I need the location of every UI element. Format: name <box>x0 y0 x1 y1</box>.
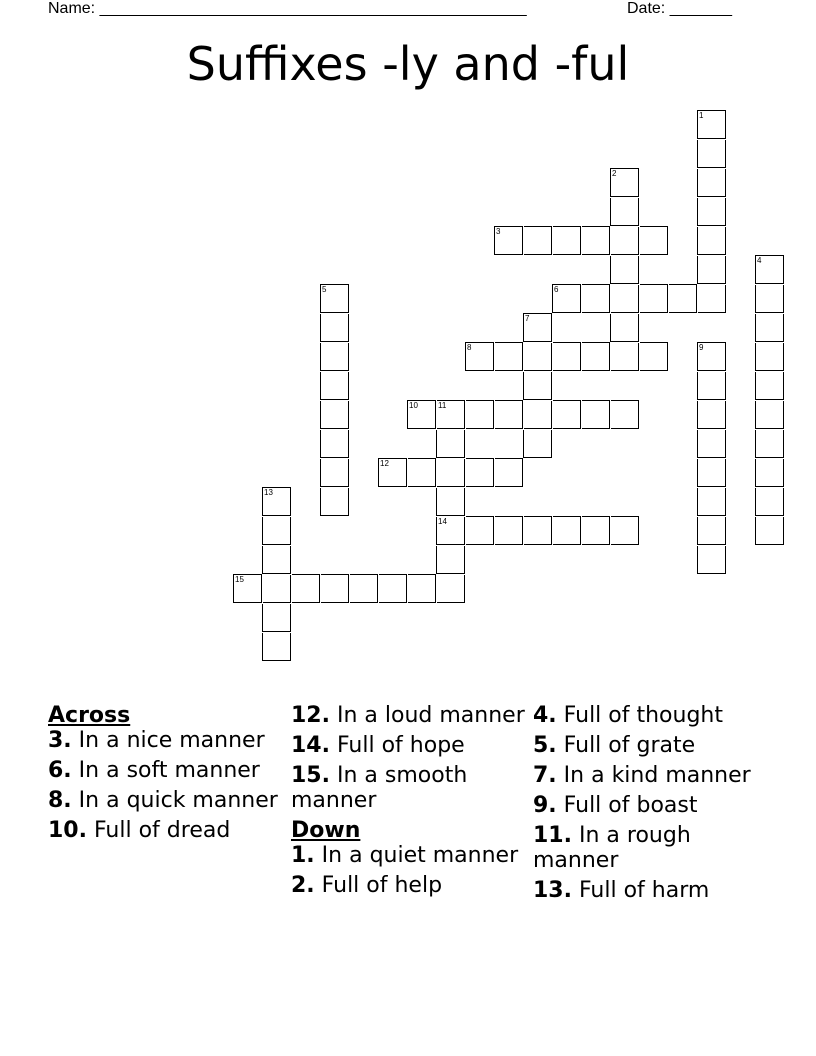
grid-cell[interactable] <box>436 517 465 545</box>
grid-cell[interactable] <box>495 516 523 545</box>
clue-item-text: In a smooth manner <box>291 763 468 813</box>
clue-item-number: 7. <box>533 763 557 788</box>
clue-item <box>533 763 769 788</box>
clue-item <box>533 733 769 758</box>
grid-cell[interactable] <box>582 284 610 313</box>
grid-cell[interactable] <box>407 400 436 429</box>
clue-item-number: 12. <box>291 703 330 728</box>
grid-cell[interactable] <box>233 574 262 603</box>
clue-number: 6 <box>554 285 559 294</box>
grid-cell[interactable] <box>524 516 552 545</box>
clue-item-number: 11. <box>533 823 572 848</box>
grid-cell[interactable] <box>698 285 726 313</box>
grid-cell[interactable] <box>437 459 465 487</box>
grid-cell[interactable] <box>755 488 784 516</box>
clue-item-number: 9. <box>533 793 557 818</box>
grid-cell[interactable] <box>697 342 726 371</box>
clue-item-text: Full of hope <box>336 733 465 758</box>
clue-item-number: 1. <box>291 843 315 868</box>
clue-item-number: 13. <box>533 878 572 903</box>
grid-cell[interactable] <box>611 516 639 545</box>
clue-item <box>291 873 527 898</box>
grid-cell[interactable] <box>524 401 552 429</box>
clue-item-text: In a nice manner <box>78 728 265 753</box>
grid-cell[interactable] <box>697 401 726 429</box>
clue-item-number: 4. <box>533 703 557 728</box>
grid-cell[interactable] <box>320 314 349 342</box>
grid-cell[interactable] <box>697 488 726 516</box>
clue-number: 3 <box>496 227 501 236</box>
grid-cell[interactable] <box>379 574 407 603</box>
grid-cell[interactable] <box>437 400 465 429</box>
grid-cell[interactable] <box>466 400 494 429</box>
grid-cell[interactable] <box>755 255 784 284</box>
grid-cell[interactable] <box>697 517 726 545</box>
clue-item <box>48 818 284 843</box>
clue-number: 2 <box>612 169 617 178</box>
grid-cell[interactable] <box>697 198 726 226</box>
grid-cell[interactable] <box>610 198 639 226</box>
grid-cell[interactable] <box>494 226 523 255</box>
clue-number: 4 <box>757 256 762 265</box>
clue-number: 10 <box>409 401 418 410</box>
clue-number: 7 <box>525 314 530 323</box>
grid-cell[interactable] <box>611 400 639 429</box>
grid-cell[interactable] <box>697 169 726 197</box>
clue-column-3 <box>533 703 769 908</box>
grid-cell[interactable] <box>755 372 784 400</box>
grid-cell[interactable] <box>697 546 726 574</box>
clue-item-number: 15. <box>291 763 330 788</box>
grid-cell[interactable] <box>697 227 726 255</box>
clue-item-text: In a soft manner <box>78 758 260 783</box>
grid-cell[interactable] <box>262 546 291 574</box>
grid-cell[interactable] <box>262 517 291 545</box>
grid-cell[interactable] <box>553 400 581 429</box>
clue-item <box>291 763 527 813</box>
grid-cell[interactable] <box>523 372 552 400</box>
date-field-label: Date: _______ <box>627 0 732 17</box>
grid-cell[interactable] <box>408 574 436 603</box>
grid-cell[interactable] <box>262 487 291 516</box>
grid-cell[interactable] <box>436 430 465 458</box>
clue-item <box>533 878 769 903</box>
grid-cell[interactable] <box>320 488 349 516</box>
grid-cell[interactable] <box>610 314 639 342</box>
clue-number: 9 <box>699 343 704 352</box>
grid-cell[interactable] <box>553 226 581 255</box>
grid-cell[interactable] <box>640 284 668 313</box>
grid-cell[interactable] <box>495 458 523 487</box>
name-field-label: Name: ________________________________________________ <box>48 0 527 17</box>
grid-cell[interactable] <box>697 372 726 400</box>
clue-item <box>533 793 769 818</box>
grid-cell[interactable] <box>582 516 610 545</box>
clue-item <box>533 823 769 873</box>
grid-cell[interactable] <box>640 226 668 255</box>
grid-cell[interactable] <box>408 458 436 487</box>
grid-cell[interactable] <box>378 458 407 487</box>
clue-number: 12 <box>380 459 389 468</box>
grid-cell[interactable] <box>755 343 784 371</box>
clue-item-text: Full of dread <box>93 818 231 843</box>
clue-item-text: Full of grate <box>563 733 696 758</box>
grid-cell[interactable] <box>611 343 639 371</box>
grid-cell[interactable] <box>610 256 639 284</box>
grid-cell[interactable] <box>611 227 639 255</box>
grid-cell[interactable] <box>697 140 726 168</box>
grid-cell[interactable] <box>350 574 378 603</box>
clue-item-text: In a loud manner <box>336 703 525 728</box>
clue-item <box>48 758 284 783</box>
grid-cell[interactable] <box>640 342 668 371</box>
grid-cell[interactable] <box>262 604 291 632</box>
clue-item-text: In a quick manner <box>78 788 278 813</box>
grid-cell[interactable] <box>292 574 320 603</box>
clue-item <box>533 703 769 728</box>
grid-cell[interactable] <box>697 256 726 284</box>
grid-cell[interactable] <box>582 226 610 255</box>
clue-number: 8 <box>467 343 472 352</box>
grid-cell[interactable] <box>523 313 552 342</box>
clue-column-1 <box>48 703 284 848</box>
grid-cell[interactable] <box>755 459 784 487</box>
clue-item-text: In a quiet manner <box>321 843 519 868</box>
grid-cell[interactable] <box>669 284 697 313</box>
clue-item-text: Full of harm <box>578 878 710 903</box>
clue-number: 15 <box>235 575 244 584</box>
grid-cell[interactable] <box>495 342 523 371</box>
grid-cell[interactable] <box>697 110 726 139</box>
grid-cell[interactable] <box>466 516 494 545</box>
clue-section-heading: Across <box>48 703 131 728</box>
grid-cell[interactable] <box>321 574 349 603</box>
clue-item-text: In a rough manner <box>533 823 691 873</box>
grid-cell[interactable] <box>610 168 639 197</box>
grid-cell[interactable] <box>320 372 349 400</box>
clue-item-number: 6. <box>48 758 72 783</box>
grid-cell[interactable] <box>755 401 784 429</box>
grid-cell[interactable] <box>465 342 494 371</box>
grid-cell[interactable] <box>320 401 349 429</box>
clue-number: 13 <box>264 488 273 497</box>
clue-item-text: Full of thought <box>563 703 723 728</box>
grid-cell[interactable] <box>755 430 784 458</box>
grid-cell[interactable] <box>436 488 465 516</box>
grid-cell[interactable] <box>755 517 784 545</box>
grid-cell[interactable] <box>755 314 784 342</box>
grid-cell[interactable] <box>263 575 291 603</box>
clue-number: 5 <box>322 285 327 294</box>
grid-cell[interactable] <box>466 458 494 487</box>
clue-item-number: 14. <box>291 733 330 758</box>
clue-number: 1 <box>699 111 704 120</box>
grid-cell[interactable] <box>611 285 639 313</box>
grid-cell[interactable] <box>553 342 581 371</box>
grid-cell[interactable] <box>523 430 552 458</box>
clue-column-2 <box>291 703 527 903</box>
clue-item-text: Full of help <box>321 873 443 898</box>
grid-cell[interactable] <box>697 459 726 487</box>
clue-item-text: Full of boast <box>563 793 698 818</box>
grid-cell[interactable] <box>524 343 552 371</box>
clue-item-number: 3. <box>48 728 72 753</box>
grid-cell[interactable] <box>524 226 552 255</box>
clue-number: 14 <box>438 517 447 526</box>
clue-item <box>291 843 527 868</box>
clue-section-heading: Down <box>291 818 361 843</box>
clue-item-number: 5. <box>533 733 557 758</box>
grid-cell[interactable] <box>495 400 523 429</box>
clue-item-number: 10. <box>48 818 87 843</box>
grid-cell[interactable] <box>437 575 465 603</box>
grid-cell[interactable] <box>755 285 784 313</box>
grid-cell[interactable] <box>262 633 291 661</box>
clue-number: 11 <box>438 401 447 410</box>
grid-cell[interactable] <box>552 284 581 313</box>
grid-cell[interactable] <box>697 430 726 458</box>
grid-cell[interactable] <box>320 459 349 487</box>
grid-cell[interactable] <box>553 516 581 545</box>
grid-cell[interactable] <box>582 342 610 371</box>
clue-item <box>291 703 527 728</box>
grid-cell[interactable] <box>320 343 349 371</box>
puzzle-title: Suffixes -ly and -ful <box>186 37 630 91</box>
grid-cell[interactable] <box>320 430 349 458</box>
clue-item-number: 8. <box>48 788 72 813</box>
grid-cell[interactable] <box>320 284 349 313</box>
clue-item <box>291 733 527 758</box>
clue-item-text: In a kind manner <box>563 763 751 788</box>
clue-item-number: 2. <box>291 873 315 898</box>
grid-cell[interactable] <box>582 400 610 429</box>
clue-item <box>48 728 284 753</box>
clue-item <box>48 788 284 813</box>
grid-cell[interactable] <box>436 546 465 574</box>
